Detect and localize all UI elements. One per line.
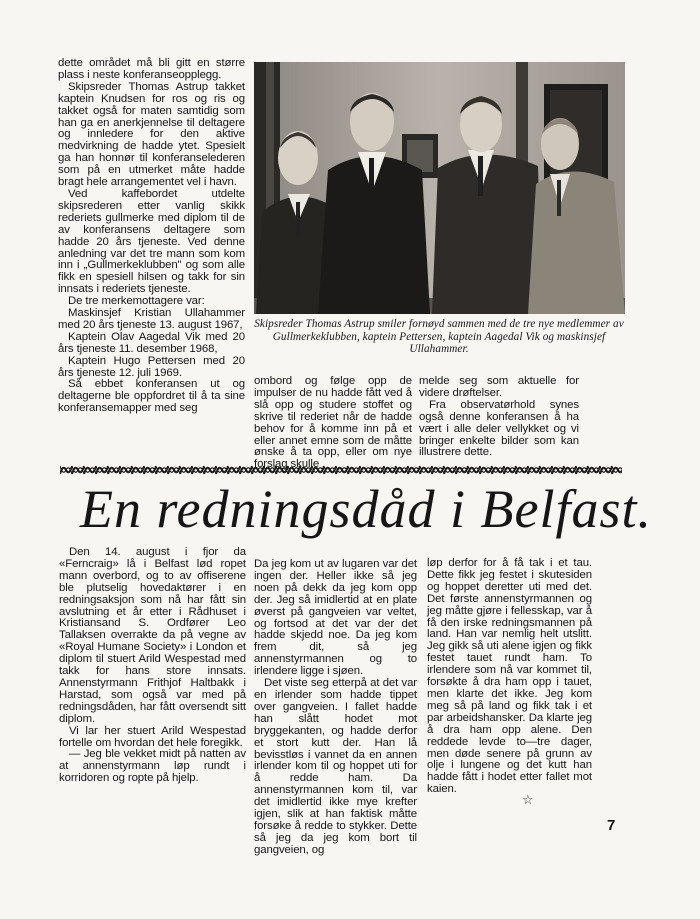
group-photo — [254, 62, 625, 314]
photo-caption: Skipsreder Thomas Astrup smiler fornøyd sammen med de tre nye medlemmer av Gullmerkeklubben, kaptein Pettersen, kaptein Aagedal Vik og maskinsjef Ullahammer. — [254, 318, 624, 356]
end-star-icon: ☆ — [522, 792, 534, 807]
article-column-bottom-middle — [254, 559, 417, 857]
paragraph: Maskinsjef Kristian Ullahammer med 20 års tjeneste 13. august 1967, — [58, 307, 245, 331]
paragraph: Det viste seg etterpå at det var en irlender som hadde tippet over gangveien. I fallet hadde han slått hodet mot bryggekanten, og hadde derfor et stort kutt der. Han lå bevisstløs i vannet da en annen irlender kom til og hoppet uti for å redde ham. Da annenstyrmannen kom til, var det imidlertid ikke mye krefter igjen, slik at han faktisk måtte forsøke å redde to stykker. Dette så jeg da jeg kom bort til gangveien, og — [254, 677, 417, 856]
paragraph: Kaptein Hugo Pettersen med 20 års tjeneste 12. juli 1969. — [58, 354, 245, 379]
paragraph: Skipsreder Thomas Astrup takket kaptein Knudsen for ros og ris og takket også for maten samtidig som han ga en anerkjennelse til deltagere og innledere for den aktive medvirkning de hadde ytet. Spesielt ga han honnør til konferanselederen som på en utmerket måte hadde bragt hele arrangementet vel i havn. — [58, 80, 245, 189]
article-column-top-right — [419, 376, 579, 459]
paragraph: De tre merkemottagere var: — [68, 295, 205, 308]
article-headline: En redningsdåd i Belfast. — [80, 479, 652, 539]
paragraph: melde seg som aktuelle for videre drøftelser. — [419, 375, 579, 399]
paragraph: Fra observatørhold synes også denne konferansen å ha vært i alle deler vellykket og vi bringer enkelte bilder som kan illustrere dette. — [419, 398, 579, 459]
article-column-bottom-right — [427, 558, 592, 796]
ornamental-divider — [60, 462, 622, 478]
article-column-top-left — [58, 58, 245, 415]
paragraph: Kaptein Olav Aagedal Vik med 20 års tjeneste 11. desember 1968, — [58, 330, 245, 355]
article-column-top-middle — [254, 376, 412, 471]
article-column-bottom-left — [59, 547, 246, 785]
paragraph: Vi lar her stuert Arild Wespestad fortelle om hvordan det hele foregikk. — [59, 724, 246, 749]
paragraph: ombord og følge opp de impulser de nu hadde fått ved å slå opp og studere stoffet og skrive til rederiet når de hadde behov for å komme inn på et eller annet emne som de måtte ønske å ta opp, eller om nye — [254, 375, 412, 459]
page-number: 7 — [607, 817, 616, 834]
paragraph: Så ebbet konferansen ut og deltagerne ble oppfordret til å ta sine konferansemapper med seg — [58, 378, 245, 415]
paragraph: dette området må bli gitt en større plass i neste konferanseopplegg. — [58, 57, 245, 81]
paragraph: Den 14. august i fjor da «Ferncraig» lå i Belfast lød ropet mann overbord, og to av offiserene ble plutselig hovedaktører i en redningsaksjon som nå har fått sin avslutning et år etter i Rådhuset i Kristiansand S. Ordfører Leo Tallaksen overrakte da på vegne av «Royal Humane Society» i London et diplom til stuert Arild Wespestad med takk for hans store innsats. Annenstyrmann Frithjof Haltbakk i Harstad, som også var med på redningsdåden, har fått oversendt sitt diplom. — [59, 546, 246, 725]
paragraph: — Jeg ble vekket midt på natten av at annenstyrmann løp rundt i korridoren og ropte på hjelp. — [59, 748, 246, 785]
paragraph: Da jeg kom ut av lugaren var det ingen der. Heller ikke så jeg noen på dekk da jeg kom opp der. Jeg så imidlertid at en plate øverst på gangveien var veltet, og fortsod at det var der det hadde skjedd noe. Da jeg kom frem dit, så jeg annenstyrmannen og to irlendere ligge i sjøen. — [254, 558, 417, 678]
paragraph: løp derfor for å få tak i et tau. Dette fikk jeg festet i skutesiden og hoppet deretter uti med det. Det første annenstyrmannen og jeg måtte gjøre i fellesskap, var å få den irske redningsmannen på land. Han var nemlig helt utslitt. Jeg gikk så uti alene igjen og fikk festet tauet rundt ham. To irlendere som nå var kommet til, forsøkte å dra ham opp i tauet, men klarte det ikke. Jeg kom meg så på land og fikk tak i et par arbeidshansker. Da klarte jeg å dra ham opp alene. Den reddede levde to—tre dager, men døde senere på grunn av olje i lungene og det kutt han hadde fått i hodet etter fallet mot kaien. — [427, 557, 592, 796]
paragraph: Ved kaffebordet utdelte skipsrederen etter vanlig skikk rederiets gullmerke med diplom til de av konferansens deltagere som hadde 20 års tjeneste. Ved denne anledning var det tre mann som kom inn i „Gullmerkeklubben" og som alle fikk en spesiell hilsen og takk for sin innsats i rederiets tjeneste. — [58, 187, 245, 296]
